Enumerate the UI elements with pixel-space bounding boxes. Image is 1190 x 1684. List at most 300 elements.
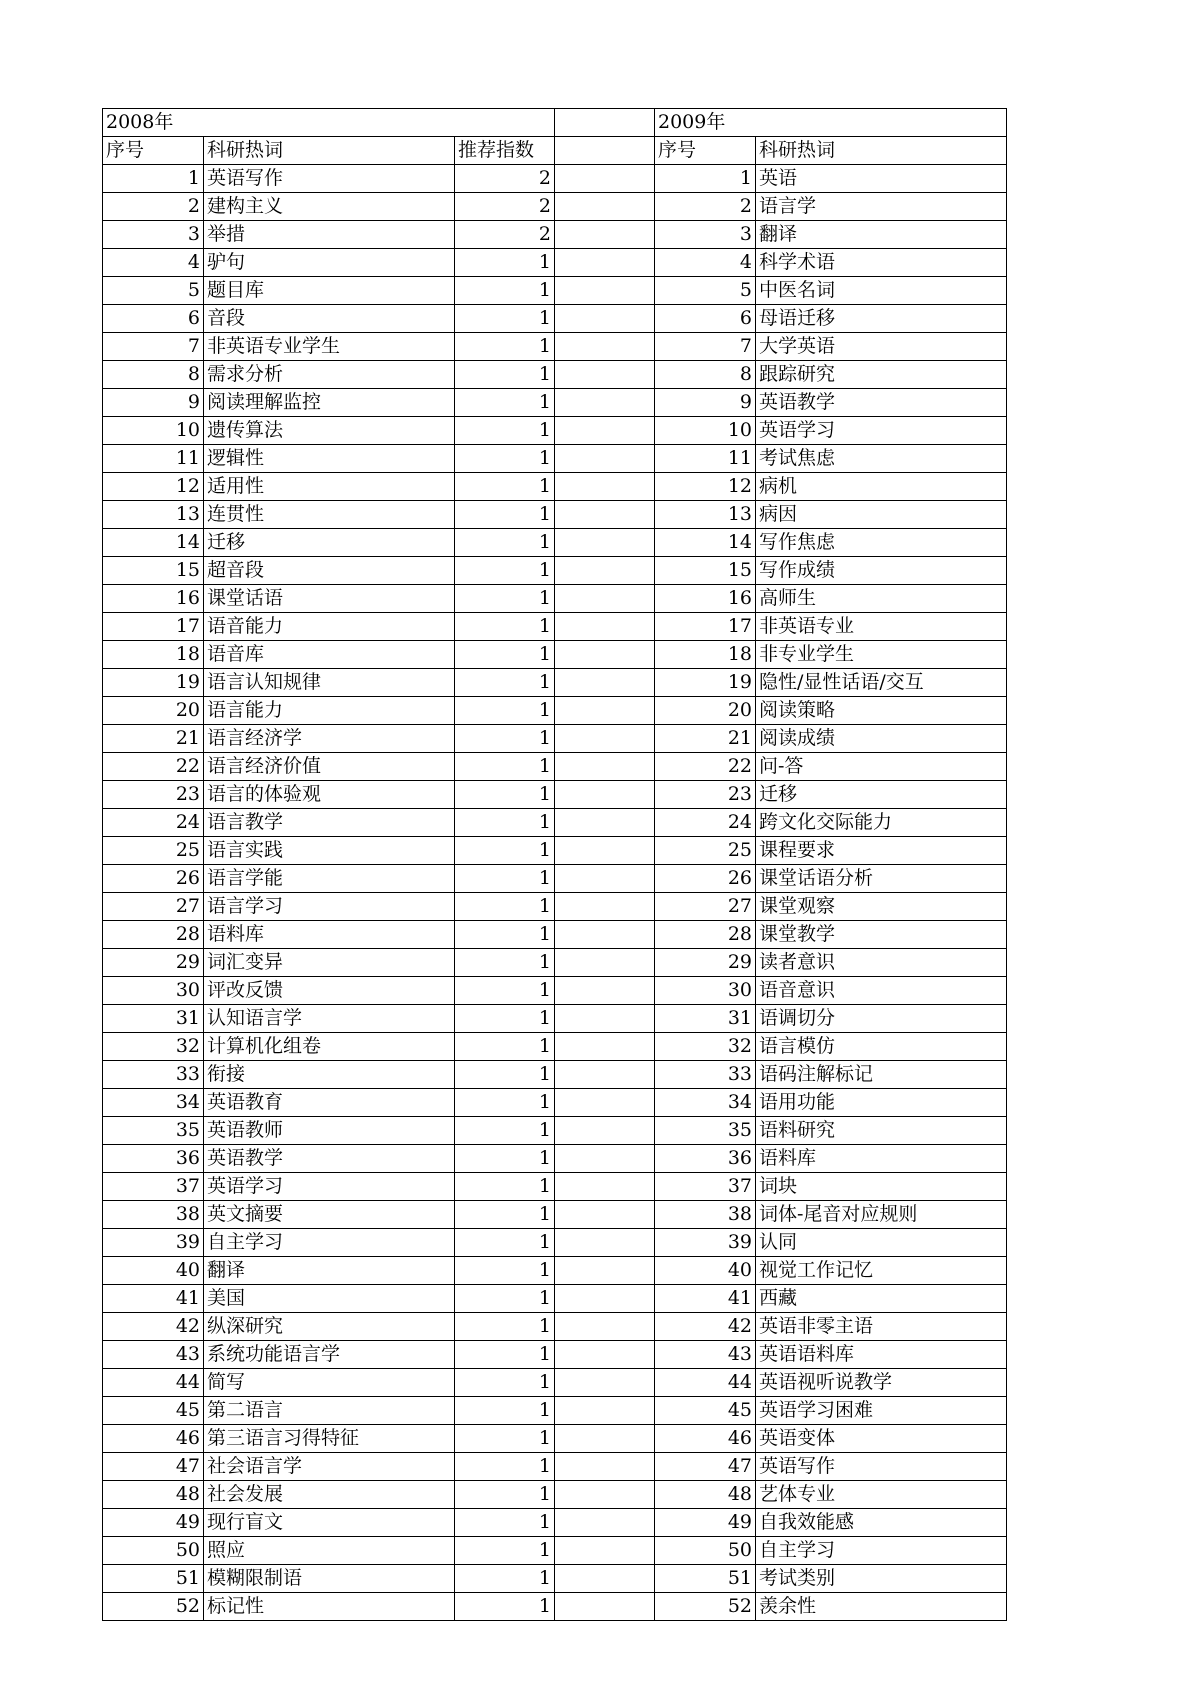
table-row: [103, 725, 1007, 753]
table-row: [103, 1285, 1007, 1313]
left-index-cell: 1: [455, 585, 555, 613]
right-term-cell: 阅读成绩: [756, 725, 1007, 753]
right-term-cell: 课程要求: [756, 837, 1007, 865]
left-index-cell: 1: [455, 529, 555, 557]
table-row: [103, 1061, 1007, 1089]
left-no-cell: 27: [103, 893, 204, 921]
right-term-cell: 语言模仿: [756, 1033, 1007, 1061]
right-no-cell: 14: [655, 529, 756, 557]
left-term-cell: 语音能力: [204, 613, 455, 641]
gap-cell: [555, 1509, 655, 1537]
table-row: [103, 613, 1007, 641]
right-term-cell: 语码注解标记: [756, 1061, 1007, 1089]
gap-cell: [555, 809, 655, 837]
left-index-cell: 1: [455, 1285, 555, 1313]
table-row: [103, 809, 1007, 837]
left-term-cell: 第三语言习得特征: [204, 1425, 455, 1453]
left-index-cell: 1: [455, 249, 555, 277]
left-term-cell: 课堂话语: [204, 585, 455, 613]
left-no-cell: 46: [103, 1425, 204, 1453]
left-index-cell: 1: [455, 1033, 555, 1061]
right-no-cell: 51: [655, 1565, 756, 1593]
gap-cell: [555, 949, 655, 977]
left-no-cell: 10: [103, 417, 204, 445]
table-row: [103, 1201, 1007, 1229]
left-index-cell: 1: [455, 1341, 555, 1369]
year-row: [103, 109, 1007, 137]
left-term-cell: 英语教师: [204, 1117, 455, 1145]
header-term-left: 科研热词: [204, 137, 455, 165]
right-term-cell: 中医名词: [756, 277, 1007, 305]
left-term-cell: 纵深研究: [204, 1313, 455, 1341]
right-no-cell: 32: [655, 1033, 756, 1061]
right-term-cell: 迁移: [756, 781, 1007, 809]
gap-cell: [555, 1257, 655, 1285]
left-no-cell: 5: [103, 277, 204, 305]
right-term-cell: 英语非零主语: [756, 1313, 1007, 1341]
keyword-table: [102, 108, 1007, 1621]
gap-cell: [555, 1117, 655, 1145]
gap-cell: [555, 1425, 655, 1453]
left-index-cell: 1: [455, 1117, 555, 1145]
left-index-cell: 1: [455, 865, 555, 893]
right-no-cell: 37: [655, 1173, 756, 1201]
right-no-cell: 41: [655, 1285, 756, 1313]
left-no-cell: 21: [103, 725, 204, 753]
right-term-cell: 大学英语: [756, 333, 1007, 361]
right-no-cell: 10: [655, 417, 756, 445]
left-no-cell: 48: [103, 1481, 204, 1509]
left-index-cell: 1: [455, 1257, 555, 1285]
gap-cell: [555, 1173, 655, 1201]
left-term-cell: 驴句: [204, 249, 455, 277]
left-index-cell: 1: [455, 305, 555, 333]
left-no-cell: 41: [103, 1285, 204, 1313]
right-term-cell: 跨文化交际能力: [756, 809, 1007, 837]
right-no-cell: 50: [655, 1537, 756, 1565]
left-index-cell: 1: [455, 1145, 555, 1173]
right-term-cell: 英语学习: [756, 417, 1007, 445]
right-no-cell: 26: [655, 865, 756, 893]
right-no-cell: 1: [655, 165, 756, 193]
gap-cell: [555, 1089, 655, 1117]
gap-cell: [555, 193, 655, 221]
right-no-cell: 39: [655, 1229, 756, 1257]
header-no-right: 序号: [655, 137, 756, 165]
left-term-cell: 模糊限制语: [204, 1565, 455, 1593]
left-index-cell: 1: [455, 1593, 555, 1621]
right-no-cell: 17: [655, 613, 756, 641]
left-no-cell: 7: [103, 333, 204, 361]
left-index-cell: 1: [455, 1313, 555, 1341]
left-no-cell: 31: [103, 1005, 204, 1033]
right-no-cell: 24: [655, 809, 756, 837]
right-term-cell: 翻译: [756, 221, 1007, 249]
left-term-cell: 迁移: [204, 529, 455, 557]
gap-cell: [555, 389, 655, 417]
gap-cell: [555, 1369, 655, 1397]
gap-cell: [555, 1537, 655, 1565]
right-no-cell: 28: [655, 921, 756, 949]
right-term-cell: 读者意识: [756, 949, 1007, 977]
gap-cell: [555, 109, 655, 137]
header-row: [103, 137, 1007, 165]
left-term-cell: 题目库: [204, 277, 455, 305]
table-row: [103, 1565, 1007, 1593]
left-term-cell: 语言实践: [204, 837, 455, 865]
right-no-cell: 8: [655, 361, 756, 389]
gap-cell: [555, 1285, 655, 1313]
table-row: [103, 221, 1007, 249]
table-row: [103, 1593, 1007, 1621]
table-row: [103, 641, 1007, 669]
table-row: [103, 921, 1007, 949]
left-no-cell: 19: [103, 669, 204, 697]
left-index-cell: 1: [455, 1481, 555, 1509]
right-term-cell: 语料库: [756, 1145, 1007, 1173]
right-no-cell: 22: [655, 753, 756, 781]
table-row: [103, 1313, 1007, 1341]
left-index-cell: 1: [455, 641, 555, 669]
right-no-cell: 46: [655, 1425, 756, 1453]
gap-cell: [555, 641, 655, 669]
left-no-cell: 9: [103, 389, 204, 417]
left-no-cell: 14: [103, 529, 204, 557]
right-no-cell: 18: [655, 641, 756, 669]
table-row: [103, 1509, 1007, 1537]
left-index-cell: 1: [455, 1089, 555, 1117]
left-index-cell: 1: [455, 781, 555, 809]
left-no-cell: 6: [103, 305, 204, 333]
table-row: [103, 193, 1007, 221]
right-term-cell: 英语学习困难: [756, 1397, 1007, 1425]
table-row: [103, 249, 1007, 277]
left-term-cell: 翻译: [204, 1257, 455, 1285]
right-term-cell: 语言学: [756, 193, 1007, 221]
left-index-cell: 1: [455, 809, 555, 837]
table-row: [103, 977, 1007, 1005]
gap-cell: [555, 1397, 655, 1425]
right-term-cell: 英语视听说教学: [756, 1369, 1007, 1397]
table-row: [103, 305, 1007, 333]
gap-cell: [555, 1341, 655, 1369]
gap-cell: [555, 277, 655, 305]
right-no-cell: 38: [655, 1201, 756, 1229]
table-row: [103, 1173, 1007, 1201]
year-2009-cell: 2009年: [655, 109, 1007, 137]
left-no-cell: 8: [103, 361, 204, 389]
right-no-cell: 45: [655, 1397, 756, 1425]
gap-cell: [555, 137, 655, 165]
left-term-cell: 举措: [204, 221, 455, 249]
left-no-cell: 11: [103, 445, 204, 473]
table-row: [103, 1341, 1007, 1369]
gap-cell: [555, 1313, 655, 1341]
right-no-cell: 52: [655, 1593, 756, 1621]
gap-cell: [555, 837, 655, 865]
left-no-cell: 20: [103, 697, 204, 725]
gap-cell: [555, 1565, 655, 1593]
right-term-cell: 英语: [756, 165, 1007, 193]
right-no-cell: 48: [655, 1481, 756, 1509]
right-no-cell: 23: [655, 781, 756, 809]
right-term-cell: 词块: [756, 1173, 1007, 1201]
left-index-cell: 1: [455, 837, 555, 865]
table-row: [103, 1145, 1007, 1173]
left-no-cell: 36: [103, 1145, 204, 1173]
left-no-cell: 2: [103, 193, 204, 221]
right-term-cell: 病因: [756, 501, 1007, 529]
left-index-cell: 1: [455, 949, 555, 977]
right-term-cell: 隐性/显性话语/交互: [756, 669, 1007, 697]
left-no-cell: 3: [103, 221, 204, 249]
table-row: [103, 837, 1007, 865]
table-row: [103, 277, 1007, 305]
table-row: [103, 1425, 1007, 1453]
left-term-cell: 语言经济学: [204, 725, 455, 753]
right-term-cell: 课堂观察: [756, 893, 1007, 921]
left-term-cell: 衔接: [204, 1061, 455, 1089]
left-term-cell: 社会发展: [204, 1481, 455, 1509]
left-term-cell: 系统功能语言学: [204, 1341, 455, 1369]
left-index-cell: 1: [455, 669, 555, 697]
left-no-cell: 15: [103, 557, 204, 585]
left-term-cell: 简写: [204, 1369, 455, 1397]
table-row: [103, 165, 1007, 193]
left-no-cell: 13: [103, 501, 204, 529]
left-no-cell: 35: [103, 1117, 204, 1145]
left-index-cell: 1: [455, 1201, 555, 1229]
header-no-left: 序号: [103, 137, 204, 165]
left-term-cell: 英语教学: [204, 1145, 455, 1173]
left-no-cell: 30: [103, 977, 204, 1005]
gap-cell: [555, 1453, 655, 1481]
gap-cell: [555, 1005, 655, 1033]
right-no-cell: 40: [655, 1257, 756, 1285]
left-index-cell: 1: [455, 277, 555, 305]
gap-cell: [555, 333, 655, 361]
left-term-cell: 认知语言学: [204, 1005, 455, 1033]
right-term-cell: 问-答: [756, 753, 1007, 781]
left-index-cell: 1: [455, 697, 555, 725]
left-index-cell: 2: [455, 221, 555, 249]
left-term-cell: 需求分析: [204, 361, 455, 389]
table-row: [103, 697, 1007, 725]
left-no-cell: 23: [103, 781, 204, 809]
right-no-cell: 7: [655, 333, 756, 361]
gap-cell: [555, 249, 655, 277]
left-no-cell: 24: [103, 809, 204, 837]
right-term-cell: 英语语料库: [756, 1341, 1007, 1369]
left-index-cell: 1: [455, 473, 555, 501]
left-index-cell: 1: [455, 893, 555, 921]
left-index-cell: 1: [455, 333, 555, 361]
left-term-cell: 适用性: [204, 473, 455, 501]
right-no-cell: 25: [655, 837, 756, 865]
right-term-cell: 西藏: [756, 1285, 1007, 1313]
left-no-cell: 16: [103, 585, 204, 613]
table-row: [103, 1369, 1007, 1397]
left-index-cell: 1: [455, 921, 555, 949]
right-term-cell: 认同: [756, 1229, 1007, 1257]
left-term-cell: 照应: [204, 1537, 455, 1565]
table-row: [103, 1537, 1007, 1565]
right-term-cell: 病机: [756, 473, 1007, 501]
right-no-cell: 42: [655, 1313, 756, 1341]
table-row: [103, 557, 1007, 585]
header-term-right: 科研热词: [756, 137, 1007, 165]
gap-cell: [555, 501, 655, 529]
right-term-cell: 词体-尾音对应规则: [756, 1201, 1007, 1229]
table-row: [103, 1005, 1007, 1033]
left-term-cell: 阅读理解监控: [204, 389, 455, 417]
right-no-cell: 19: [655, 669, 756, 697]
left-term-cell: 词汇变异: [204, 949, 455, 977]
table-row: [103, 585, 1007, 613]
left-no-cell: 40: [103, 1257, 204, 1285]
left-index-cell: 2: [455, 193, 555, 221]
right-no-cell: 36: [655, 1145, 756, 1173]
right-term-cell: 语音意识: [756, 977, 1007, 1005]
left-index-cell: 1: [455, 501, 555, 529]
table-row: [103, 529, 1007, 557]
left-term-cell: 社会语言学: [204, 1453, 455, 1481]
left-term-cell: 英语写作: [204, 165, 455, 193]
left-term-cell: 英语教育: [204, 1089, 455, 1117]
gap-cell: [555, 1145, 655, 1173]
left-no-cell: 37: [103, 1173, 204, 1201]
right-term-cell: 语用功能: [756, 1089, 1007, 1117]
left-index-cell: 1: [455, 1565, 555, 1593]
left-term-cell: 英文摘要: [204, 1201, 455, 1229]
table-row: [103, 669, 1007, 697]
left-term-cell: 语言学习: [204, 893, 455, 921]
gap-cell: [555, 221, 655, 249]
table-row: [103, 949, 1007, 977]
gap-cell: [555, 1033, 655, 1061]
gap-cell: [555, 1593, 655, 1621]
right-term-cell: 科学术语: [756, 249, 1007, 277]
gap-cell: [555, 585, 655, 613]
left-term-cell: 语音库: [204, 641, 455, 669]
left-index-cell: 1: [455, 1537, 555, 1565]
right-no-cell: 13: [655, 501, 756, 529]
right-term-cell: 羡余性: [756, 1593, 1007, 1621]
year-2008-cell: 2008年: [103, 109, 555, 137]
left-term-cell: 评改反馈: [204, 977, 455, 1005]
left-no-cell: 25: [103, 837, 204, 865]
gap-cell: [555, 781, 655, 809]
left-index-cell: 1: [455, 417, 555, 445]
right-term-cell: 阅读策略: [756, 697, 1007, 725]
left-index-cell: 1: [455, 977, 555, 1005]
gap-cell: [555, 669, 655, 697]
left-no-cell: 22: [103, 753, 204, 781]
left-term-cell: 第二语言: [204, 1397, 455, 1425]
table-row: [103, 1117, 1007, 1145]
left-term-cell: 自主学习: [204, 1229, 455, 1257]
left-index-cell: 1: [455, 389, 555, 417]
right-no-cell: 4: [655, 249, 756, 277]
right-no-cell: 20: [655, 697, 756, 725]
table-row: [103, 1481, 1007, 1509]
table-row: [103, 1257, 1007, 1285]
gap-cell: [555, 165, 655, 193]
right-no-cell: 6: [655, 305, 756, 333]
left-no-cell: 50: [103, 1537, 204, 1565]
right-no-cell: 35: [655, 1117, 756, 1145]
gap-cell: [555, 725, 655, 753]
left-no-cell: 17: [103, 613, 204, 641]
right-term-cell: 考试类别: [756, 1565, 1007, 1593]
table-row: [103, 1397, 1007, 1425]
gap-cell: [555, 445, 655, 473]
gap-cell: [555, 417, 655, 445]
left-no-cell: 47: [103, 1453, 204, 1481]
right-no-cell: 2: [655, 193, 756, 221]
table-row: [103, 753, 1007, 781]
left-no-cell: 43: [103, 1341, 204, 1369]
table-row: [103, 1453, 1007, 1481]
left-index-cell: 1: [455, 1061, 555, 1089]
right-term-cell: 高师生: [756, 585, 1007, 613]
right-term-cell: 自我效能感: [756, 1509, 1007, 1537]
gap-cell: [555, 613, 655, 641]
right-term-cell: 视觉工作记忆: [756, 1257, 1007, 1285]
left-no-cell: 28: [103, 921, 204, 949]
left-no-cell: 1: [103, 165, 204, 193]
right-term-cell: 英语写作: [756, 1453, 1007, 1481]
left-index-cell: 1: [455, 1369, 555, 1397]
table-row: [103, 473, 1007, 501]
gap-cell: [555, 697, 655, 725]
table-row: [103, 1033, 1007, 1061]
left-no-cell: 4: [103, 249, 204, 277]
table-row: [103, 501, 1007, 529]
table-row: [103, 893, 1007, 921]
gap-cell: [555, 977, 655, 1005]
table-row: [103, 445, 1007, 473]
right-no-cell: 3: [655, 221, 756, 249]
right-term-cell: 课堂教学: [756, 921, 1007, 949]
right-term-cell: 跟踪研究: [756, 361, 1007, 389]
right-no-cell: 34: [655, 1089, 756, 1117]
gap-cell: [555, 529, 655, 557]
left-index-cell: 1: [455, 1425, 555, 1453]
table-row: [103, 1229, 1007, 1257]
right-no-cell: 49: [655, 1509, 756, 1537]
left-term-cell: 逻辑性: [204, 445, 455, 473]
left-term-cell: 语言能力: [204, 697, 455, 725]
left-index-cell: 1: [455, 1005, 555, 1033]
header-index-left: 推荐指数: [455, 137, 555, 165]
left-no-cell: 52: [103, 1593, 204, 1621]
gap-cell: [555, 1061, 655, 1089]
gap-cell: [555, 1201, 655, 1229]
left-no-cell: 39: [103, 1229, 204, 1257]
left-index-cell: 1: [455, 361, 555, 389]
table-row: [103, 361, 1007, 389]
right-term-cell: 考试焦虑: [756, 445, 1007, 473]
table-row: [103, 333, 1007, 361]
left-no-cell: 12: [103, 473, 204, 501]
left-term-cell: 现行盲文: [204, 1509, 455, 1537]
right-term-cell: 自主学习: [756, 1537, 1007, 1565]
right-no-cell: 44: [655, 1369, 756, 1397]
right-term-cell: 语调切分: [756, 1005, 1007, 1033]
gap-cell: [555, 753, 655, 781]
gap-cell: [555, 305, 655, 333]
